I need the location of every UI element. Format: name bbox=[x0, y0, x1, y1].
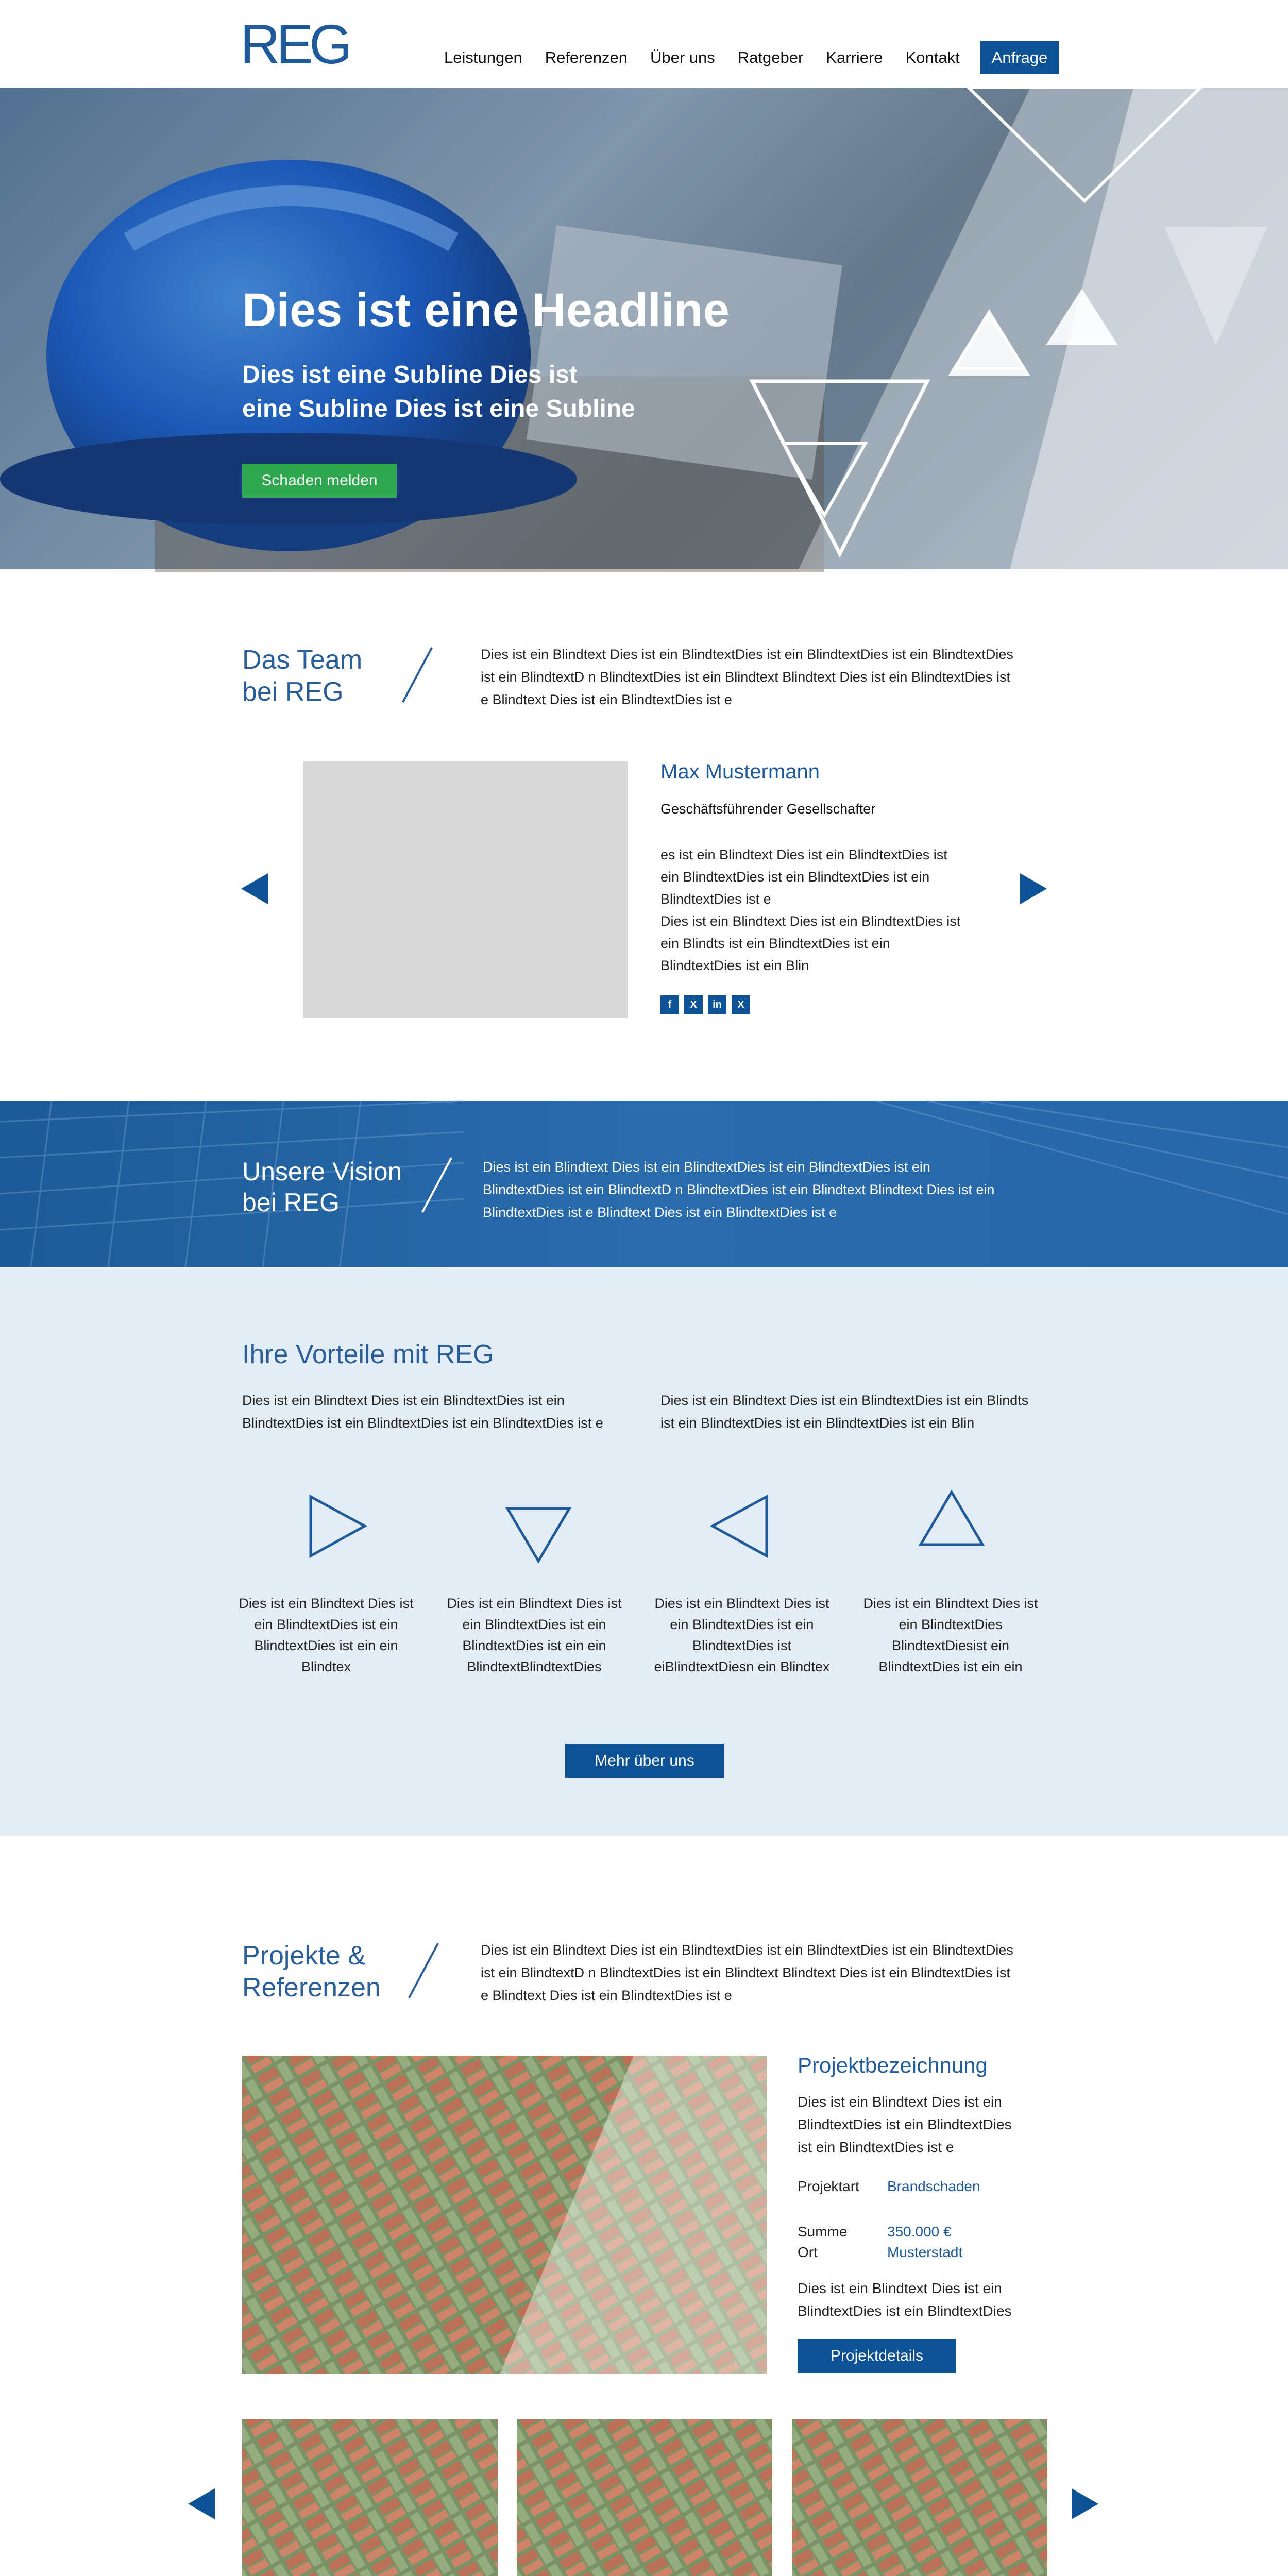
advantages-right-1: Dies ist ein Blindtext Dies ist ein BlindtextDies ist ein Blindts bbox=[660, 1393, 1029, 1408]
triangle-right-icon bbox=[308, 1494, 370, 1561]
nav-karriere[interactable]: Karriere bbox=[826, 48, 883, 66]
advantage-text-2: Dies ist ein Blindtext Dies ist ein BlindtextDies ist ein BlindtextDies ist ein ein BlindtextBlindtextDies bbox=[447, 1596, 622, 1674]
featured-project-name: Projektbezeichnung bbox=[798, 2053, 988, 2077]
projects-title-1: Projekte & bbox=[242, 1941, 366, 1971]
team-intro-3: e Blindtext Dies ist ein BlindtextDies ist e bbox=[481, 692, 732, 707]
team-bio-1: es ist ein Blindtext Dies ist ein BlindtextDies ist bbox=[660, 847, 947, 862]
advantages-left-1: Dies ist ein Blindtext Dies ist ein BlindtextDies ist ein bbox=[242, 1393, 565, 1408]
logo[interactable] bbox=[240, 13, 349, 75]
nav-kontakt[interactable]: Kontakt bbox=[905, 48, 960, 66]
team-bio-2: ein BlindtextDies ist ein BlindtextDies ist ein bbox=[660, 869, 930, 885]
project-card-image-3 bbox=[792, 2419, 1047, 2576]
team-member-name: Max Mustermann bbox=[660, 760, 820, 783]
featured-extra-1: Dies ist ein Blindtext Dies ist ein bbox=[798, 2280, 1002, 2296]
featured-project-image bbox=[242, 2056, 767, 2374]
team-intro-1: Dies ist ein Blindtext Dies ist ein BlindtextDies ist ein BlindtextDies ist ein BlindtextDies bbox=[481, 647, 1013, 662]
nav-referenzen[interactable]: Referenzen bbox=[545, 48, 628, 66]
team-intro-2: ist ein BlindtextD n BlindtextDies ist ein Blindtext Blindtext Dies ist ein BlindtextDies ist bbox=[481, 669, 1010, 685]
team-social-icons bbox=[660, 995, 755, 1014]
schaden-melden-button[interactable]: Schaden melden bbox=[242, 464, 397, 498]
projects-intro-1: Dies ist ein Blindtext Dies ist ein BlindtextDies ist ein BlindtextDies ist ein BlindtextDies bbox=[481, 1942, 1013, 1958]
projects-title-2: Referenzen bbox=[242, 1973, 381, 2003]
triangle-up-icon bbox=[918, 1488, 985, 1550]
nav-ratgeber[interactable]: Ratgeber bbox=[737, 48, 804, 66]
x-twitter-icon[interactable]: X bbox=[732, 995, 750, 1014]
team-bio-4: Dies ist ein Blindtext Dies ist ein BlindtextDies ist bbox=[660, 913, 961, 929]
project-sum-label: Summe bbox=[798, 2224, 848, 2240]
triangle-left-icon bbox=[710, 1494, 772, 1561]
team-member-photo bbox=[303, 761, 628, 1018]
mehr-ueber-uns-button[interactable]: Mehr über uns bbox=[565, 1744, 724, 1778]
nav-leistungen[interactable]: Leistungen bbox=[444, 48, 522, 66]
hero-subline-1: Dies ist eine Subline Dies ist bbox=[242, 361, 578, 388]
vision-text-3: BlindtextDies ist e Blindtext Dies ist ein BlindtextDies ist e bbox=[483, 1205, 837, 1220]
team-next-arrow[interactable] bbox=[1020, 873, 1047, 904]
team-member-role: Geschäftsführender Gesellschafter bbox=[660, 801, 876, 817]
vision-text-2: BlindtextDies ist ein BlindtextD n BlindtextDies ist ein Blindtext Blindtext Dies ist ein bbox=[483, 1182, 995, 1197]
featured-desc-2: BlindtextDies ist ein BlindtextDies bbox=[798, 2116, 1012, 2132]
project-card-image-2 bbox=[517, 2419, 772, 2576]
svg-text:REG: REG bbox=[240, 13, 349, 75]
nav-ueber-uns[interactable]: Über uns bbox=[650, 48, 715, 66]
team-bio-5: ein Blindts ist ein BlindtextDies ist ein bbox=[660, 936, 890, 951]
triangle-down-icon bbox=[505, 1504, 572, 1566]
facebook-icon[interactable]: f bbox=[660, 995, 679, 1014]
featured-desc-1: Dies ist ein Blindtext Dies ist ein bbox=[798, 2094, 1002, 2110]
advantages-title: Ihre Vorteile mit REG bbox=[242, 1340, 494, 1369]
projects-slash bbox=[408, 1943, 439, 1998]
project-type-label: Projektart bbox=[798, 2178, 859, 2194]
featured-extra-2: BlindtextDies ist ein BlindtextDies bbox=[798, 2303, 1012, 2319]
advantages-left-2: BlindtextDies ist ein BlindtextDies ist ein BlindtextDies ist e bbox=[242, 1415, 603, 1431]
team-bio-3: BlindtextDies ist e bbox=[660, 891, 771, 907]
project-place-label: Ort bbox=[798, 2244, 818, 2260]
team-title-1: Das Team bbox=[242, 645, 363, 675]
hero-headline: Dies ist eine Headline bbox=[242, 284, 730, 336]
xing-icon[interactable]: X bbox=[684, 995, 703, 1014]
projects-intro-2: ist ein BlindtextD n BlindtextDies ist ein Blindtext Blindtext Dies ist ein BlindtextDies ist bbox=[481, 1965, 1010, 1980]
team-title-2: bei REG bbox=[242, 677, 344, 707]
project-sum-value: 350.000 € bbox=[887, 2224, 952, 2240]
advantage-text-4: Dies ist ein Blindtext Dies ist ein BlindtextDies BlindtextDiesist ein BlindtextDies ist ein ein bbox=[863, 1596, 1038, 1674]
vision-text-1: Dies ist ein Blindtext Dies ist ein BlindtextDies ist ein BlindtextDies ist ein bbox=[483, 1159, 930, 1175]
vision-title-1: Unsere Vision bbox=[242, 1157, 402, 1186]
advantages-right-2: ist ein BlindtextDies ist ein BlindtextDies ist ein Blin bbox=[660, 1415, 975, 1431]
team-prev-arrow[interactable] bbox=[241, 873, 268, 904]
project-card-image-1 bbox=[242, 2419, 498, 2576]
advantage-text-1: Dies ist ein Blindtext Dies ist ein BlindtextDies ist ein BlindtextDies ist ein ein Blindtex bbox=[239, 1596, 414, 1674]
nav-anfrage-button[interactable]: Anfrage bbox=[980, 41, 1059, 74]
projects-intro-3: e Blindtext Dies ist ein BlindtextDies ist e bbox=[481, 1988, 732, 2003]
project-place-value: Musterstadt bbox=[887, 2244, 963, 2260]
team-slash bbox=[402, 647, 433, 703]
projects-next-arrow[interactable] bbox=[1072, 2488, 1098, 2519]
linkedin-icon[interactable]: in bbox=[708, 995, 726, 1014]
projektdetails-button[interactable]: Projektdetails bbox=[798, 2339, 956, 2373]
projects-prev-arrow[interactable] bbox=[188, 2488, 215, 2519]
hero-subline-2: eine Subline Dies ist eine Subline bbox=[242, 395, 635, 422]
featured-desc-3: ist ein BlindtextDies ist e bbox=[798, 2139, 954, 2155]
vision-title-2: bei REG bbox=[242, 1188, 340, 1217]
advantage-text-3: Dies ist ein Blindtext Dies ist ein BlindtextDies ist ein BlindtextDies ist eiBlindtextDiesn ein Blindtex bbox=[654, 1596, 830, 1674]
main-nav bbox=[444, 41, 1059, 74]
hero-triangle-overlay bbox=[721, 88, 1288, 569]
team-bio-6: BlindtextDies ist ein Blin bbox=[660, 958, 809, 973]
project-type-value: Brandschaden bbox=[887, 2178, 980, 2194]
